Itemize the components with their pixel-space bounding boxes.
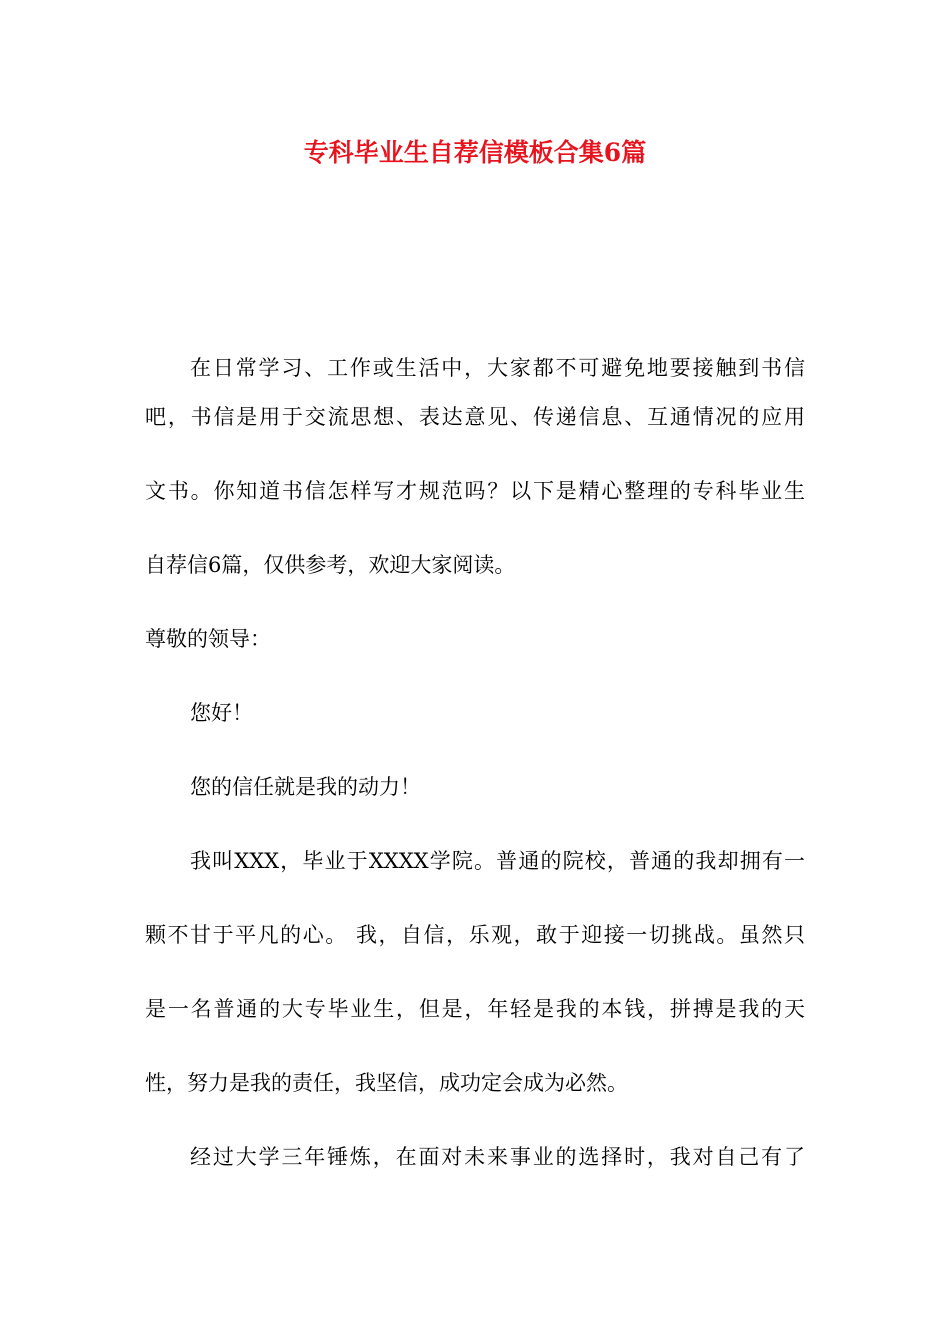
body-line-11: 性，努力是我的责任，我坚信，成功定会成为必然。 <box>145 1071 628 1095</box>
body-line-10: 是一名普通的大专毕业生，但是，年轻是我的本钱，拼搏是我的天 <box>145 997 805 1021</box>
body-line-12: 经过大学三年锤炼，在面对未来事业的选择时，我对自己有了 <box>190 1145 805 1169</box>
body-line-9: 颗不甘于平凡的心。 我，自信，乐观，敢于迎接一切挑战。虽然只 <box>145 923 805 947</box>
document-title: 专科毕业生自荐信模板合集6篇 <box>303 138 647 167</box>
body-line-2: 吧，书信是用于交流思想、表达意见、传递信息、互通情况的应用 <box>145 405 805 429</box>
body-line-3: 文书。你知道书信怎样写才规范吗？以下是精心整理的专科毕业生 <box>145 479 805 503</box>
body-line-1: 在日常学习、工作或生活中，大家都不可避免地要接触到书信 <box>190 356 805 380</box>
body-line-4: 自荐信6篇，仅供参考，欢迎大家阅读。 <box>145 553 516 577</box>
body-line-8: 我叫XXX，毕业于XXXX学院。普通的院校，普通的我却拥有一 <box>190 849 805 873</box>
salutation: 尊敬的领导： <box>145 627 271 651</box>
body-line-7: 您的信任就是我的动力！ <box>190 775 421 799</box>
greeting: 您好！ <box>190 701 253 725</box>
